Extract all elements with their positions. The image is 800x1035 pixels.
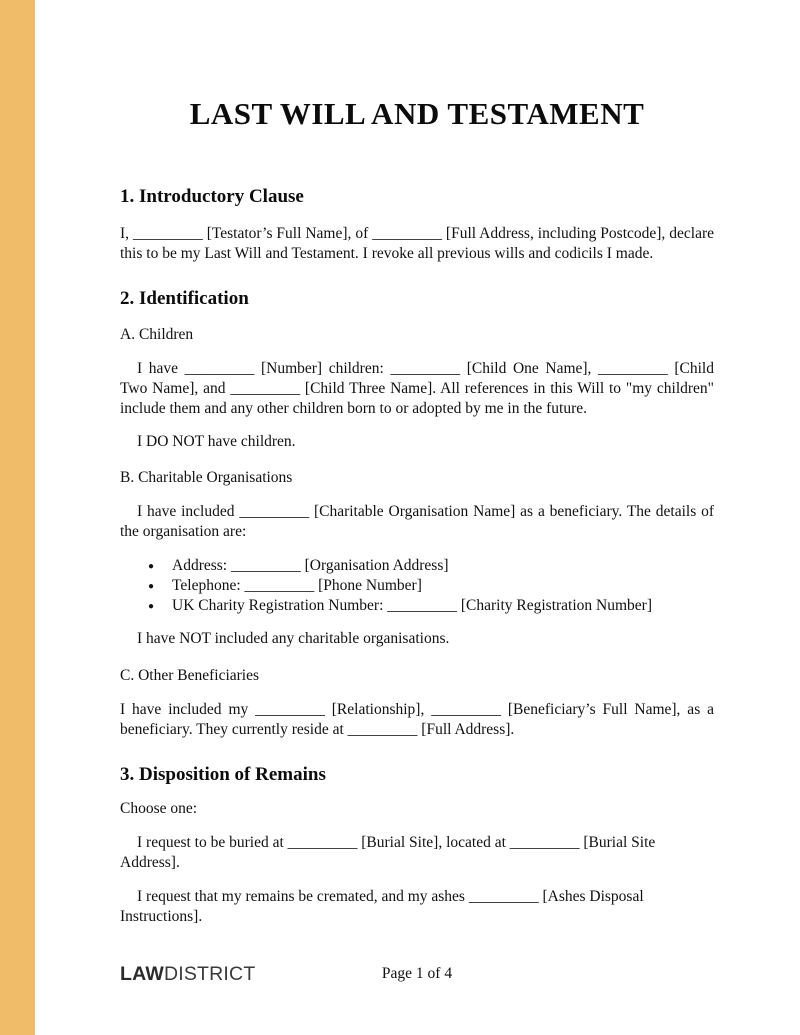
intro-paragraph: I, _________ [Testator’s Full Name], of _________ [Full Address, including Postcode], declare this to be my Last Will and Testament. I revoke all previous wills and codicils I made. [120, 225, 714, 262]
logo-text-law: LAW [120, 963, 164, 985]
page-accent-strip [0, 0, 35, 1035]
charity-detail-text: Address: _________ [Organisation Address] [172, 557, 449, 574]
charity-detail-text: UK Charity Registration Number: _________ [Charity Registration Number] [172, 597, 652, 614]
charity-detail-item-address [148, 556, 714, 576]
section-heading-identification: 2. Identification [120, 288, 249, 309]
page-footer [120, 962, 714, 986]
document-page [120, 0, 714, 986]
bullet-icon: ● [148, 601, 155, 612]
charity-included-paragraph: I have included _________ [Charitable Organisation Name] as a beneficiary. The details of the organisation are: [120, 503, 714, 540]
subheading-charitable-organisations: B. Charitable Organisations [120, 469, 293, 486]
children-paragraph: I have _________ [Number] children: _________ [Child One Name], _________ [Child Two Name], and _________ [Child Three Name]. All references in this Will to "my children" include them and any other children born to or adopted by me in the future. [120, 360, 714, 417]
subheading-children: A. Children [120, 326, 194, 343]
subheading-other-beneficiaries: C. Other Beneficiaries [120, 667, 260, 684]
document-title: LAST WILL AND TESTAMENT [189, 96, 645, 131]
no-charity-statement: I have NOT included any charitable organisations. [137, 630, 450, 647]
no-children-statement: I DO NOT have children. [137, 433, 296, 450]
charity-details-list [120, 556, 714, 616]
charity-detail-item-telephone [148, 576, 714, 596]
section-heading-disposition-of-remains: 3. Disposition of Remains [120, 764, 326, 785]
bullet-icon: ● [148, 581, 155, 592]
charity-detail-item-registration [148, 596, 714, 616]
logo-text-district: DISTRICT [163, 963, 256, 985]
choose-one-label: Choose one: [120, 800, 198, 817]
section-heading-introductory-clause: 1. Introductory Clause [120, 186, 304, 207]
charity-detail-text: Telephone: _________ [Phone Number] [172, 577, 422, 594]
bullet-icon: ● [148, 561, 155, 572]
cremation-option: I request that my remains be cremated, and my ashes _________ [Ashes Disposal Instructions]. [120, 888, 644, 925]
burial-option: I request to be buried at _________ [Burial Site], located at _________ [Burial Site Address]. [120, 834, 656, 871]
other-beneficiaries-paragraph: I have included my _________ [Relationship], _________ [Beneficiary’s Full Name], as a beneficiary. They currently reside at _________ [Full Address]. [120, 701, 714, 738]
page-number: Page 1 of 4 [381, 965, 453, 982]
